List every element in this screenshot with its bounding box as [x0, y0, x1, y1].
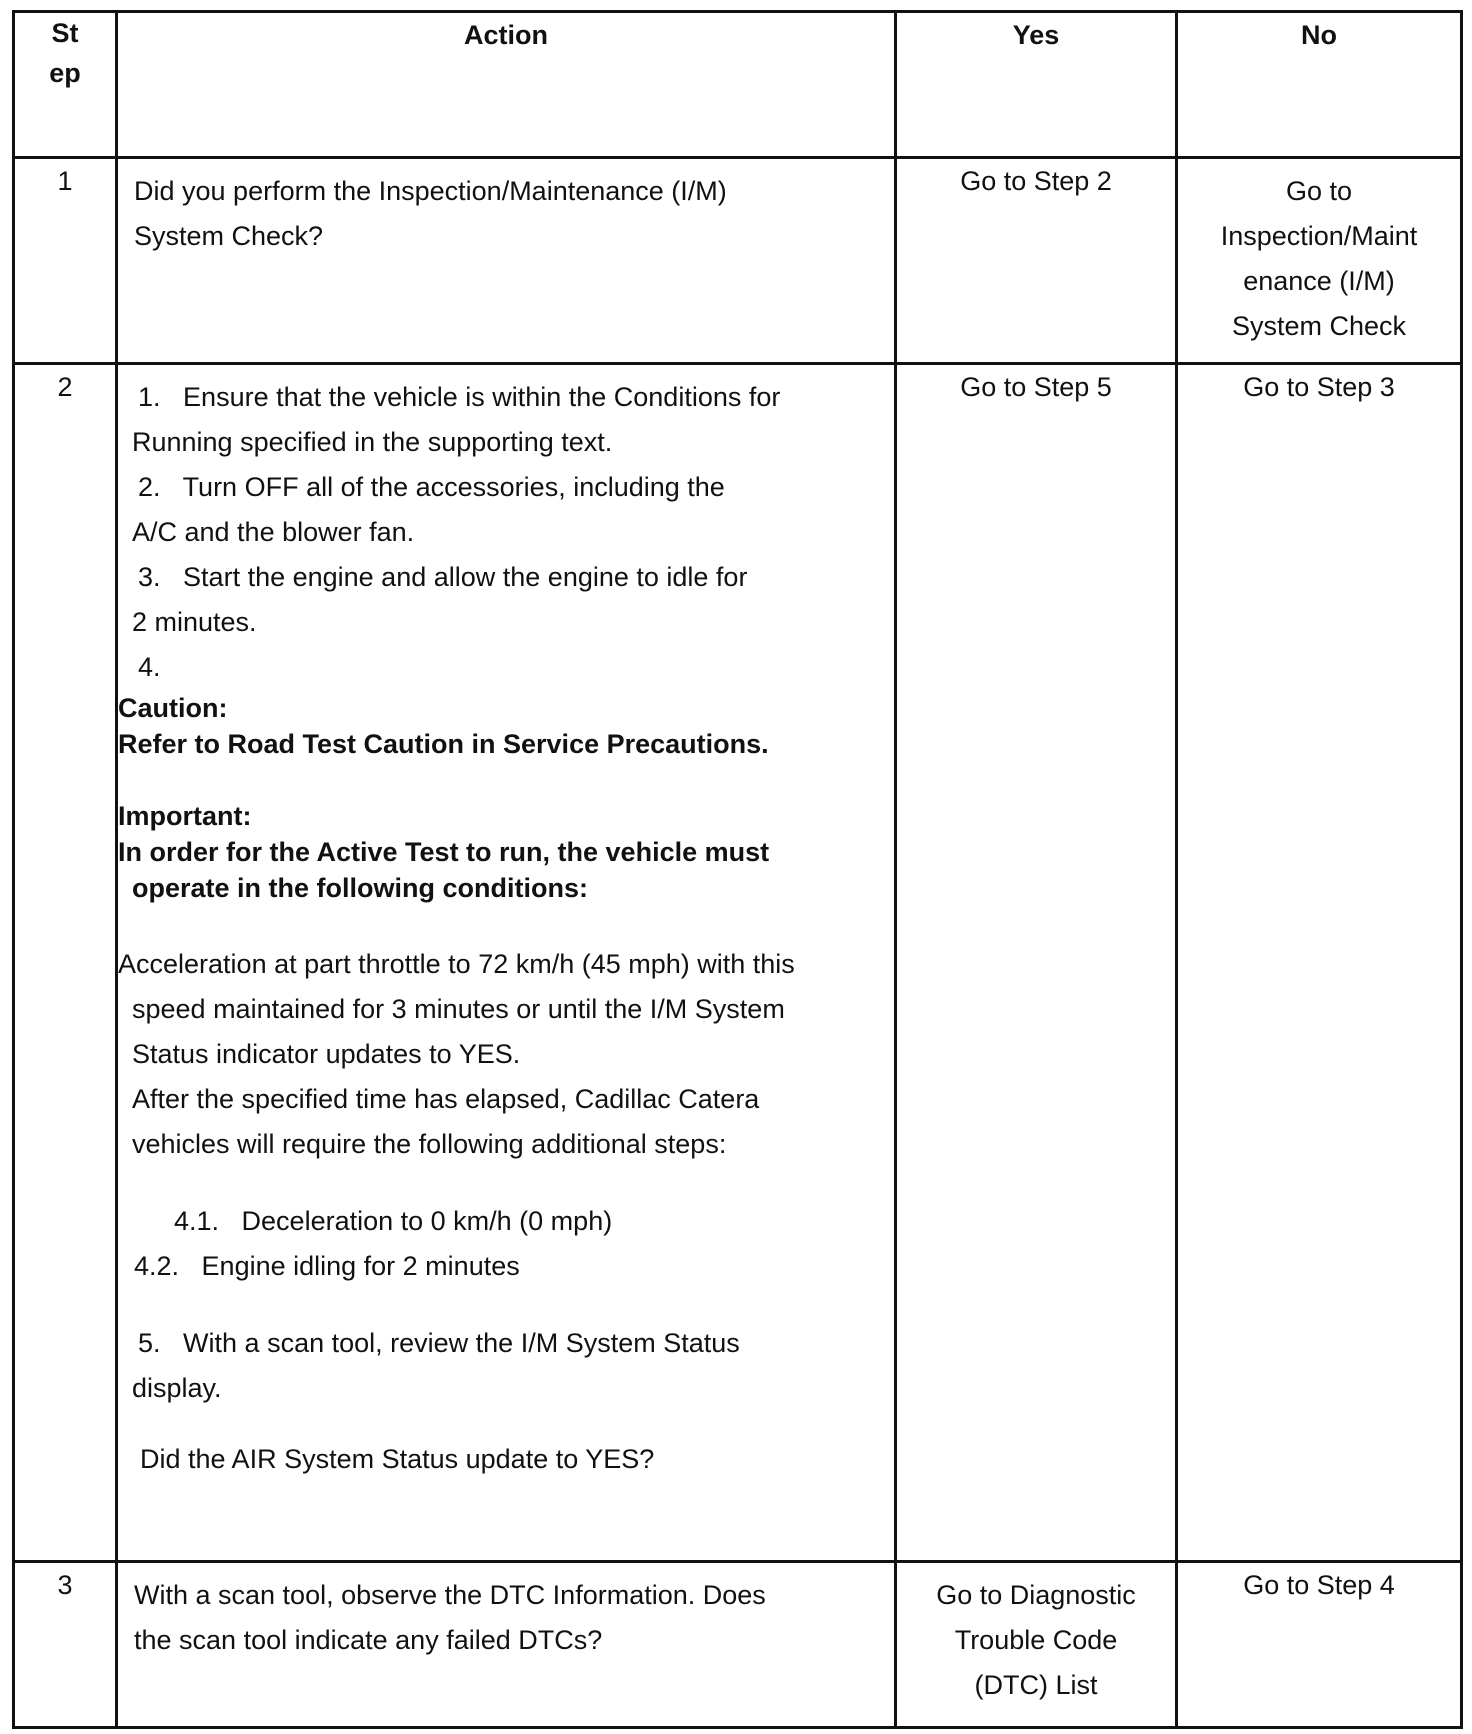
important-text: In order for the Active Test to run, the vehicle must [118, 837, 770, 867]
list-item-continued: 2 minutes. [132, 607, 257, 637]
yes-cell [896, 1562, 1177, 1728]
table-header-row [14, 12, 1462, 158]
list-item: 5. With a scan tool, review the I/M System Status [138, 1328, 740, 1358]
question-text: Did the AIR System Status update to YES? [140, 1444, 655, 1474]
no-result: Go to Step 4 [1243, 1570, 1395, 1600]
caution-text: Refer to Road Test Caution in Service Precautions. [118, 729, 769, 759]
diagnostic-table [12, 10, 1463, 1729]
action-cell [117, 364, 896, 1562]
list-item: 3. Start the engine and allow the engine to idle for [138, 562, 748, 592]
list-item: 1. Ensure that the vehicle is within the Conditions for [138, 382, 781, 412]
step-number: 2 [14, 364, 117, 1562]
action-cell [117, 1562, 896, 1728]
condition-text: Acceleration at part throttle to 72 km/h (45 mph) with this [118, 949, 795, 979]
condition-text: speed maintained for 3 minutes or until the I/M System [132, 994, 785, 1024]
list-item-continued: A/C and the blower fan. [132, 517, 415, 547]
important-text: operate in the following conditions: [132, 873, 588, 903]
table-row [14, 1562, 1462, 1728]
no-cell [1177, 364, 1462, 1562]
action-text: With a scan tool, observe the DTC Information. Does [134, 1580, 766, 1610]
no-result: enance (I/M) [1243, 266, 1395, 296]
action-text: System Check? [134, 221, 324, 251]
yes-cell [896, 364, 1177, 1562]
yes-result: Go to Diagnostic [936, 1580, 1136, 1610]
sub-item: 4.2. Engine idling for 2 minutes [134, 1251, 520, 1281]
header-yes: Yes [896, 12, 1177, 158]
step-number: 3 [14, 1562, 117, 1728]
condition-text: After the specified time has elapsed, Cadillac Catera [132, 1084, 760, 1114]
important-label: Important: [118, 801, 252, 831]
table-row [14, 158, 1462, 364]
list-item: 4. [138, 652, 161, 682]
list-item-continued: Running specified in the supporting text. [132, 427, 613, 457]
no-cell [1177, 158, 1462, 364]
no-result: System Check [1231, 311, 1407, 341]
condition-text: Status indicator updates to YES. [132, 1039, 521, 1069]
header-no: No [1177, 12, 1462, 158]
action-cell [117, 158, 896, 364]
no-result: Go to Step 3 [1243, 372, 1395, 402]
yes-result: (DTC) List [974, 1670, 1098, 1700]
no-result: Go to [1285, 176, 1353, 206]
condition-text: vehicles will require the following additional steps: [132, 1129, 727, 1159]
no-cell [1177, 1562, 1462, 1728]
no-result: Inspection/Maint [1220, 221, 1418, 251]
header-step [14, 12, 117, 158]
list-item: 2. Turn OFF all of the accessories, including the [138, 472, 725, 502]
action-text: Did you perform the Inspection/Maintenance (I/M) [134, 176, 727, 206]
yes-result: Go to Step 2 [960, 166, 1112, 196]
yes-cell [896, 158, 1177, 364]
step-number: 1 [14, 158, 117, 364]
table-row [14, 364, 1462, 1562]
yes-result: Trouble Code [954, 1625, 1118, 1655]
action-text: the scan tool indicate any failed DTCs? [134, 1625, 603, 1655]
sub-item: 4.1. Deceleration to 0 km/h (0 mph) [174, 1206, 613, 1236]
header-action: Action [117, 12, 896, 158]
yes-result: Go to Step 5 [960, 372, 1112, 402]
header-step-line2: ep [49, 58, 81, 88]
caution-label: Caution: [118, 693, 228, 723]
list-item-continued: display. [132, 1373, 222, 1403]
header-step-line1: St [51, 18, 79, 48]
